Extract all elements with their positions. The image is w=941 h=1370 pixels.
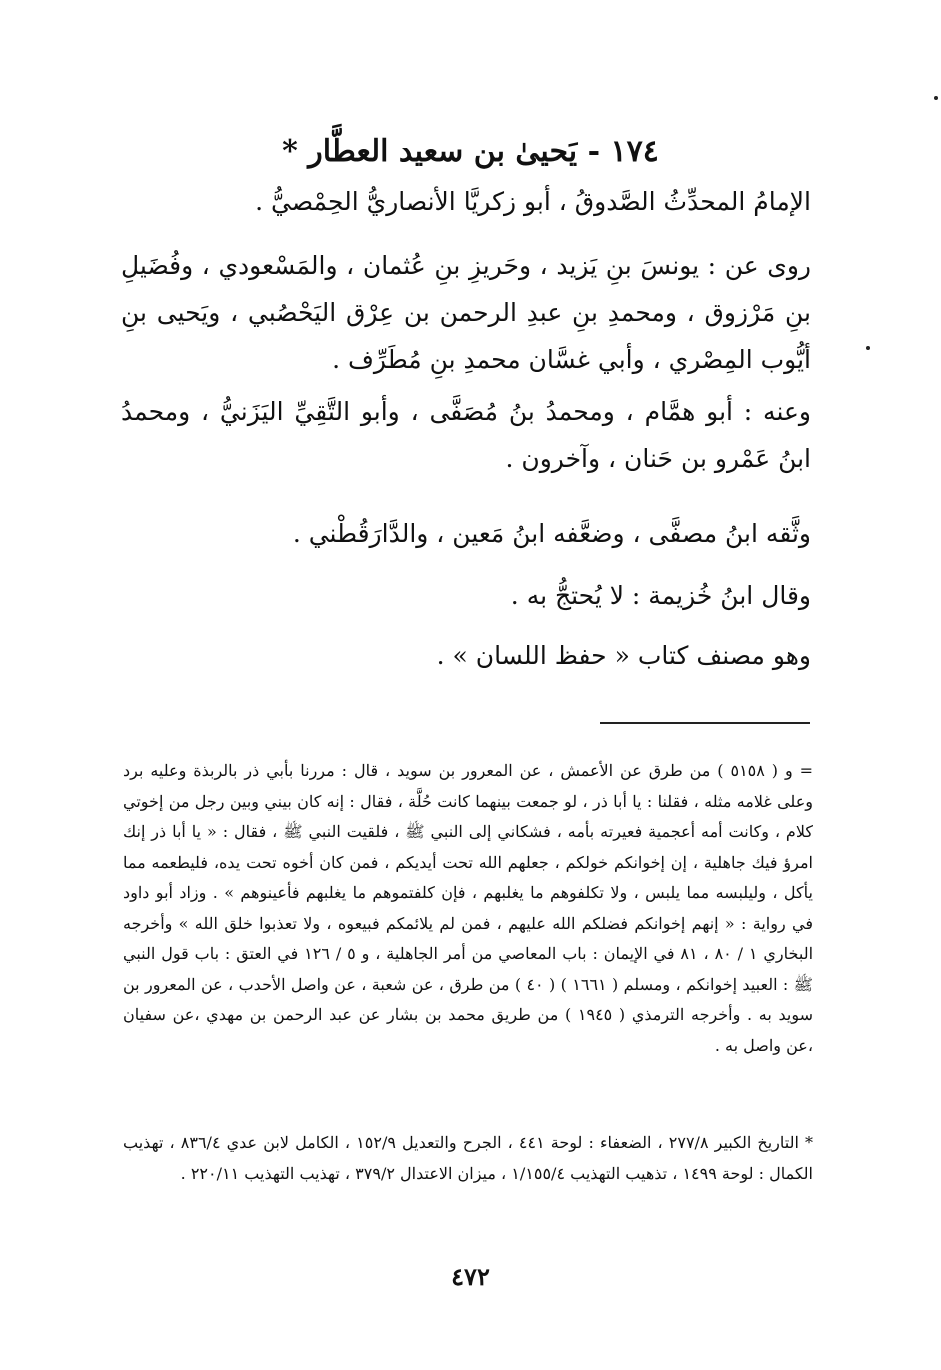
footnote-continuation: = و ( ٥١٥٨ ) من طرق عن الأعمش ، عن المعرور بن سويد ، قال : مررنا بأبي ذر بالربذة وعليه برد وعلى غلامه مثله ، فقلنا : يا أبا ذر ، لو جمعت بينهما كانت حُلَّة ، فقال : إنه كان بيني وبين رجل من إخوتي كلام ، وكانت أمه أعجمية فعيرته بأمه ، فشكاني إلى النبي ﷺ ، فلقيت النبي ﷺ ، فقال : « يا أبا ذر إنك امرؤ فيك جاهلية ، إن إخوانكم خولكم ، جعلهم الله تحت أيديكم ، فمن كان أخوه تحت يده، فليطعمه مما يأكل ، وليلبسه مما يلبس ، ولا تكلفوهم ما يغلبهم ، فإن كلفتموهم ما يغلبهم فأعينوهم » . وزاد أبو داود في رواية : « إنهم إخوانكم فضلكم الله عليهم ، فمن لم يلائمكم فبيعوه ، ولا تعذبوا خلق الله » وأخرجه البخاري ١ / ٨٠ ، ٨١ في الإيمان : باب المعاصي من أمر الجاهلية ، و ٥ / ١٢٦ في العتق : باب قول النبي ﷺ : العبيد إخوانكم ، ومسلم ( ١٦٦١ ) ( ٤٠ ) من طرق ، عن شعبة ، عن واصل الأحدب ، عن المعرور بن سويد به . وأخرجه الترمذي ( ١٩٤٥ ) من طريق محمد بن بشار عن عبد الرحمن بن مهدي ،عن سفيان ،عن واصل به .	[123, 761, 814, 1055]
ibn-khuzayma-paragraph: وقال ابنُ خُزيمة : لا يُحتجُّ به .	[510, 581, 811, 610]
footnote-separator	[600, 722, 810, 724]
authorship-paragraph: وهو مصنف كتاب « حفظ اللسان » .	[436, 641, 811, 670]
entry-description: الإمامُ المحدِّثُ الصَّدوقُ ، أبو زكريَّا الأنصاريُّ الحِمْصيُّ .	[255, 187, 811, 216]
reliability-paragraph: وثَّقه ابنُ مصفَّى ، وضعَّفه ابنُ مَعين ، والدَّارَقُطْني .	[292, 519, 811, 548]
page-number: ٤٧٢	[451, 1262, 490, 1291]
entry-heading: ١٧٤ - يَحيىٰ بن سعيد العطَّار *	[282, 134, 659, 170]
scan-speck	[866, 346, 870, 350]
narrated-from-paragraph: روى عن : يونسَ بنِ يَزيد ، وحَريزِ بنِ عُثمان ، والمَسْعودي ، وفُضَيلِ بنِ مَرْزوق ، ومحمدِ بنِ عبدِ الرحمن بن عِرْق اليَحْصُبي ، ويَحيى بنِ أيُّوب المِصْري ، وأبي غسَّان محمدِ بنِ مُطَرِّف .	[121, 251, 811, 374]
narrators-from-him-paragraph: وعنه : أبو همَّام ، ومحمدُ بنُ مُصَفَّى ، وأبو التَّقِيِّ اليَزَنيُّ ، ومحمدُ ابنُ عَمْرو بن حَنان ، وآخرون .	[121, 397, 811, 473]
footnote-sources: * التاريخ الكبير ٢٧٧/٨ ، الضعفاء : لوحة ٤٤١ ، الجرح والتعديل ١٥٢/٩ ، الكامل لابن عدي ٨٣٦/٤ ، تهذيب الكمال : لوحة ١٤٩٩ ، تذهيب التهذيب ١/١٥٥/٤ ، ميزان الاعتدال ٣٧٩/٢ ، تهذيب التهذيب ٢٢٠/١١ .	[123, 1133, 814, 1183]
scan-speck	[934, 96, 938, 100]
